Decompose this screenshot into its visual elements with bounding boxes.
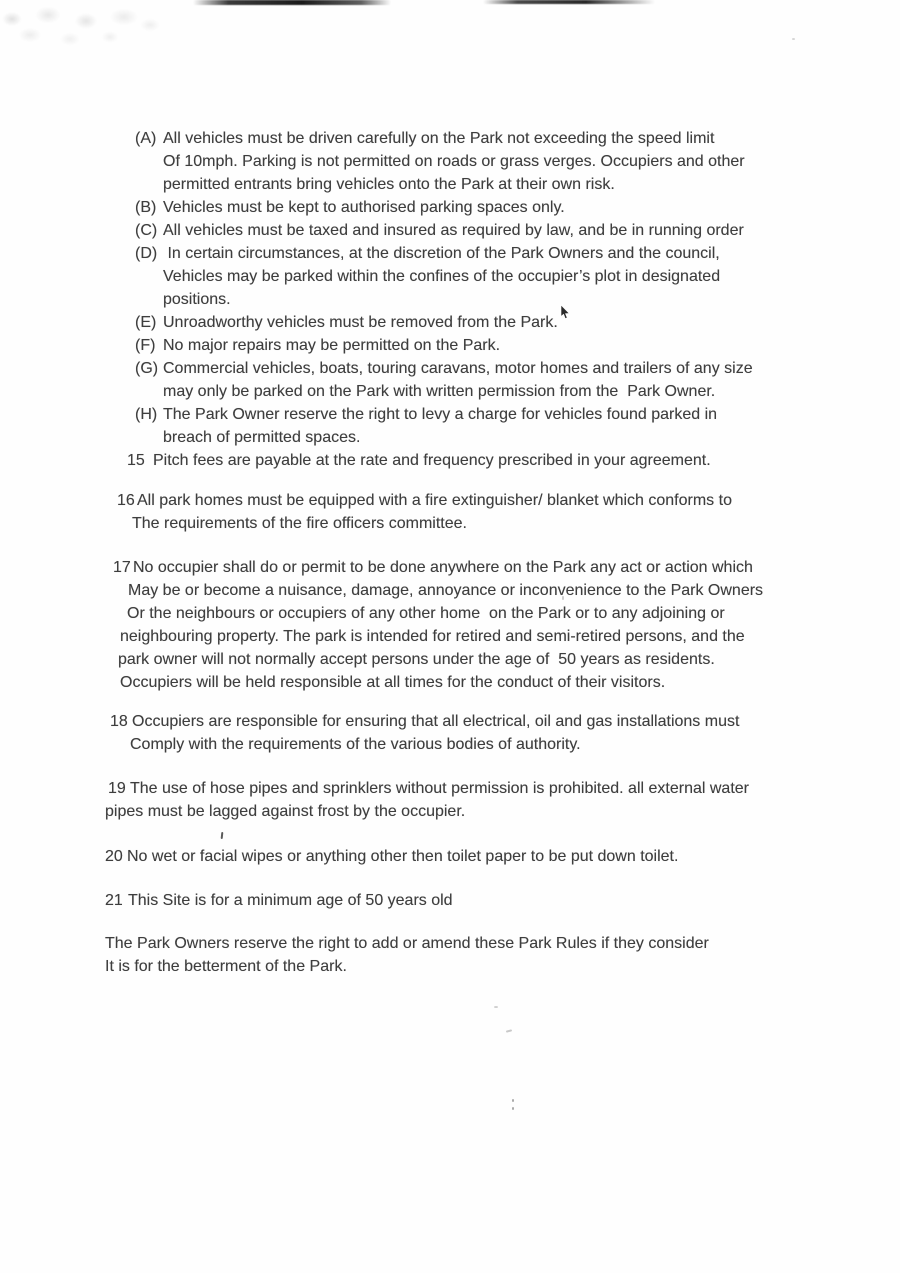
rule-text: All vehicles must be taxed and insured as required by law, and be in running order bbox=[163, 222, 744, 239]
rule-number: 15 bbox=[127, 452, 145, 469]
rule-text: No occupier shall do or permit to be done anywhere on the Park any act or action which bbox=[133, 559, 753, 576]
rule-number: 19 bbox=[108, 780, 126, 797]
scan-artifact-speck bbox=[792, 38, 795, 40]
rule-line bbox=[117, 489, 900, 512]
rule-line bbox=[105, 889, 900, 912]
scan-artifact-strip bbox=[483, 0, 655, 4]
scan-artifact-speck bbox=[512, 1107, 514, 1110]
scan-artifact-speck bbox=[512, 1099, 514, 1102]
rule-number: 17 bbox=[113, 559, 131, 576]
rule-number: 21 bbox=[105, 892, 123, 909]
rule-item-F bbox=[0, 334, 900, 357]
rule-line bbox=[135, 242, 900, 265]
rule-line bbox=[105, 845, 900, 868]
rule-line: breach of permitted spaces. bbox=[163, 429, 361, 446]
rule-line bbox=[135, 196, 900, 219]
scan-artifact-speck bbox=[494, 1006, 498, 1008]
rule-line bbox=[135, 357, 900, 380]
rule-number: 20 bbox=[105, 848, 123, 865]
rule-text: Commercial vehicles, boats, touring caravans, motor homes and trailers of any size bbox=[163, 360, 753, 377]
rule-text: Vehicles must be kept to authorised parking spaces only. bbox=[163, 199, 565, 216]
rule-line: neighbouring property. The park is intended for retired and semi-retired persons, and the bbox=[120, 628, 745, 645]
rule-text: No wet or facial wipes or anything other then toilet paper to be put down toilet. bbox=[127, 848, 679, 865]
rule-line: Vehicles may be parked within the confines of the occupier’s plot in designated bbox=[163, 268, 721, 285]
rule-marker: (G) bbox=[135, 360, 159, 377]
rule-line: The requirements of the fire officers committee. bbox=[132, 515, 467, 532]
rule-line bbox=[135, 311, 900, 334]
rule-item-A bbox=[0, 127, 900, 196]
rule-item-E bbox=[0, 311, 900, 334]
rule-item-20 bbox=[0, 845, 900, 868]
mouse-cursor-icon bbox=[560, 305, 571, 320]
rule-marker: (H) bbox=[135, 406, 158, 423]
rule-line bbox=[135, 219, 900, 242]
rule-line bbox=[135, 403, 900, 426]
rule-marker: (D) bbox=[135, 245, 158, 262]
rule-text: All vehicles must be driven carefully on the Park not exceeding the speed limit bbox=[163, 130, 715, 147]
closing-line: It is for the betterment of the Park. bbox=[105, 958, 347, 975]
rule-text: No major repairs may be permitted on the Park. bbox=[163, 337, 501, 354]
rule-text: This Site is for a minimum age of 50 years old bbox=[128, 892, 453, 909]
rule-item-17 bbox=[0, 556, 900, 694]
rule-line: Occupiers will be held responsible at all times for the conduct of their visitors. bbox=[120, 674, 666, 691]
rule-text: Occupiers are responsible for ensuring that all electrical, oil and gas installations must bbox=[132, 713, 740, 730]
closing-paragraph bbox=[0, 932, 900, 978]
rule-text: The Park Owner reserve the right to levy a charge for vehicles found parked in bbox=[163, 406, 718, 423]
rule-item-C bbox=[0, 219, 900, 242]
scan-artifact-smudge bbox=[0, 3, 172, 47]
rule-marker: (F) bbox=[135, 337, 156, 354]
rule-text: Unroadworthy vehicles must be removed from the Park. bbox=[163, 314, 558, 331]
rule-marker: (C) bbox=[135, 222, 158, 239]
rule-line: permitted entrants bring vehicles onto the Park at their own risk. bbox=[163, 176, 615, 193]
rule-line: park owner will not normally accept persons under the age of 50 years as residents. bbox=[118, 651, 715, 668]
rule-text: In certain circumstances, at the discretion of the Park Owners and the council, bbox=[163, 245, 720, 262]
rule-number: 18 bbox=[110, 713, 128, 730]
rule-line: positions. bbox=[163, 291, 231, 308]
rule-item-21 bbox=[0, 889, 900, 912]
scan-artifact-strip bbox=[193, 0, 391, 5]
scan-artifact-speck bbox=[506, 1029, 512, 1032]
rule-item-18 bbox=[0, 710, 900, 756]
rule-text: The use of hose pipes and sprinklers without permission is prohibited. all external water bbox=[130, 780, 749, 797]
rule-line: pipes must be lagged against frost by the occupier. bbox=[105, 803, 466, 820]
rule-line: Of 10mph. Parking is not permitted on roads or grass verges. Occupiers and other bbox=[163, 153, 745, 170]
rule-line bbox=[108, 777, 900, 800]
rule-marker: (B) bbox=[135, 199, 157, 216]
rule-text: Pitch fees are payable at the rate and frequency prescribed in your agreement. bbox=[153, 452, 711, 469]
rule-line bbox=[135, 127, 900, 150]
rule-line bbox=[110, 710, 900, 733]
rule-line bbox=[113, 556, 900, 579]
rule-line: may only be parked on the Park with written permission from the Park Owner. bbox=[163, 383, 716, 400]
rule-item-15 bbox=[0, 449, 900, 472]
rule-item-G bbox=[0, 357, 900, 403]
rule-item-H bbox=[0, 403, 900, 449]
rule-number: 16 bbox=[117, 492, 135, 509]
rule-line: Or the neighbours or occupiers of any other home on the Park or to any adjoining or bbox=[127, 605, 725, 622]
closing-line: The Park Owners reserve the right to add or amend these Park Rules if they consider bbox=[105, 935, 709, 952]
rule-line: Comply with the requirements of the various bodies of authority. bbox=[130, 736, 581, 753]
rule-line bbox=[135, 334, 900, 357]
rule-text: All park homes must be equipped with a fire extinguisher/ blanket which conforms to bbox=[137, 492, 732, 509]
rule-marker: (E) bbox=[135, 314, 157, 331]
rule-line bbox=[127, 449, 900, 472]
rule-item-19 bbox=[0, 777, 900, 823]
rule-line: May be or become a nuisance, damage, annoyance or inconvenience to the Park Owners bbox=[128, 582, 764, 599]
rule-item-16 bbox=[0, 489, 900, 535]
rule-marker: (A) bbox=[135, 130, 157, 147]
document-body bbox=[0, 127, 900, 978]
rule-item-D bbox=[0, 242, 900, 311]
rule-item-B bbox=[0, 196, 900, 219]
